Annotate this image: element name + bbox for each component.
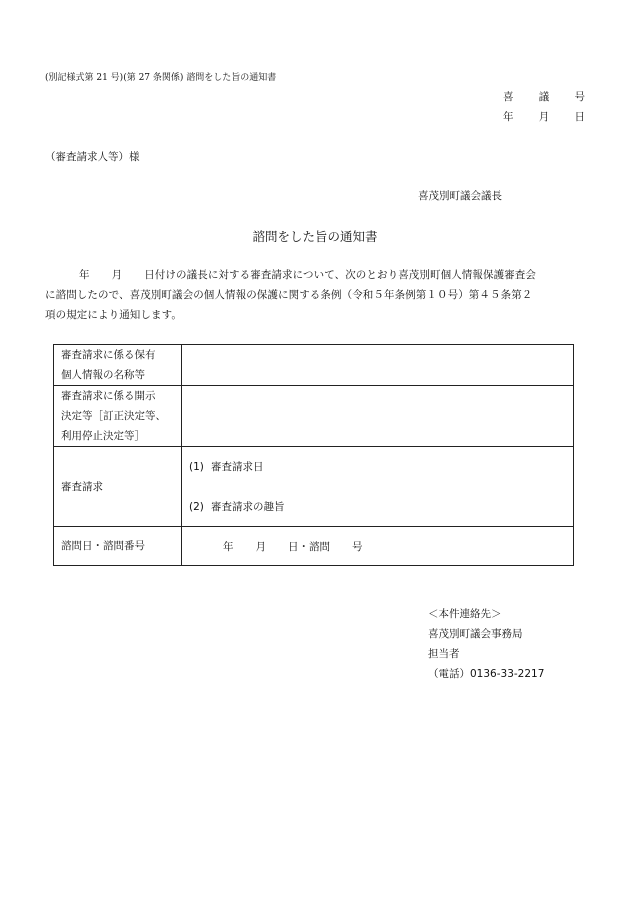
consultation-number: 号 <box>352 540 363 553</box>
table-row <box>54 386 574 447</box>
review-request-purpose-item <box>189 497 566 517</box>
consultation-day: 日・諮問 <box>288 540 330 553</box>
table-row <box>54 447 574 527</box>
issue-date-day: 日 <box>574 111 585 123</box>
body-month: 月 <box>111 269 123 281</box>
disclosure-decision-label-cell <box>54 386 182 447</box>
consultation-date-line <box>189 539 566 554</box>
review-request-value-cell <box>182 447 574 527</box>
contact-phone: （電話）0136-33-2217 <box>428 668 545 680</box>
contact-person: 担当者 <box>428 648 460 660</box>
consultation-label-cell: 諮問日・諮問番号 <box>54 527 182 566</box>
sender: 喜茂別町議会議長 <box>418 190 502 202</box>
form-identifier: (別記様式第 21 号)(第 27 条関係) 諮問をした旨の通知書 <box>45 73 277 83</box>
issue-date-year: 年 <box>503 111 514 123</box>
body-line-1-text: 日付けの議長に対する審査請求について、次のとおり喜茂別町個人情報保護審査会 <box>144 269 536 281</box>
body-line-3: 項の規定により通知します。 <box>45 309 182 321</box>
held-info-label-line: 審査請求に係る保有 <box>61 349 156 361</box>
body-line-1 <box>45 265 590 285</box>
disclosure-decision-label-line: 審査請求に係る開示 <box>61 390 156 402</box>
recipient: （審査請求人等）様 <box>45 151 140 163</box>
body-year: 年 <box>79 269 90 281</box>
review-request-label-cell: 審査請求 <box>54 447 182 527</box>
consultation-value-cell <box>182 527 574 566</box>
held-info-label-cell <box>54 345 182 386</box>
contact-heading: ＜本件連絡先＞ <box>428 608 502 620</box>
document-title: 諮問をした旨の通知書 <box>252 229 378 244</box>
item-number: (2) <box>189 500 204 513</box>
held-info-value-cell <box>182 345 574 386</box>
disclosure-decision-label-line: 利用停止決定等］ <box>61 430 145 442</box>
table-row <box>54 345 574 386</box>
reference-number-line <box>503 89 585 104</box>
body-paragraph <box>45 265 590 325</box>
contact-office: 喜茂別町議会事務局 <box>428 628 523 640</box>
body-line-2: に諮問したので、喜茂別町議会の個人情報の保護に関する条例（令和５年条例第１０号）第４５条第２ <box>45 289 533 301</box>
item-number: (1) <box>189 460 204 473</box>
disclosure-decision-value-cell <box>182 386 574 447</box>
item-text: 審査請求の趣旨 <box>211 500 285 513</box>
reference-category: 議 <box>538 91 550 103</box>
issue-date-month: 月 <box>538 111 550 123</box>
disclosure-decision-label-line: 決定等［訂正決定等、 <box>61 410 166 422</box>
consultation-month: 月 <box>255 540 266 553</box>
reference-number-suffix: 号 <box>574 91 585 103</box>
issue-date-line <box>503 109 585 124</box>
reference-prefix: 喜 <box>503 91 514 103</box>
item-text: 審査請求日 <box>211 460 264 473</box>
contact-block <box>428 604 544 684</box>
consultation-year: 年 <box>223 540 234 553</box>
request-info-table <box>53 344 574 566</box>
review-request-date-item <box>189 457 566 477</box>
table-row <box>54 527 574 566</box>
held-info-label-line: 個人情報の名称等 <box>61 369 145 381</box>
